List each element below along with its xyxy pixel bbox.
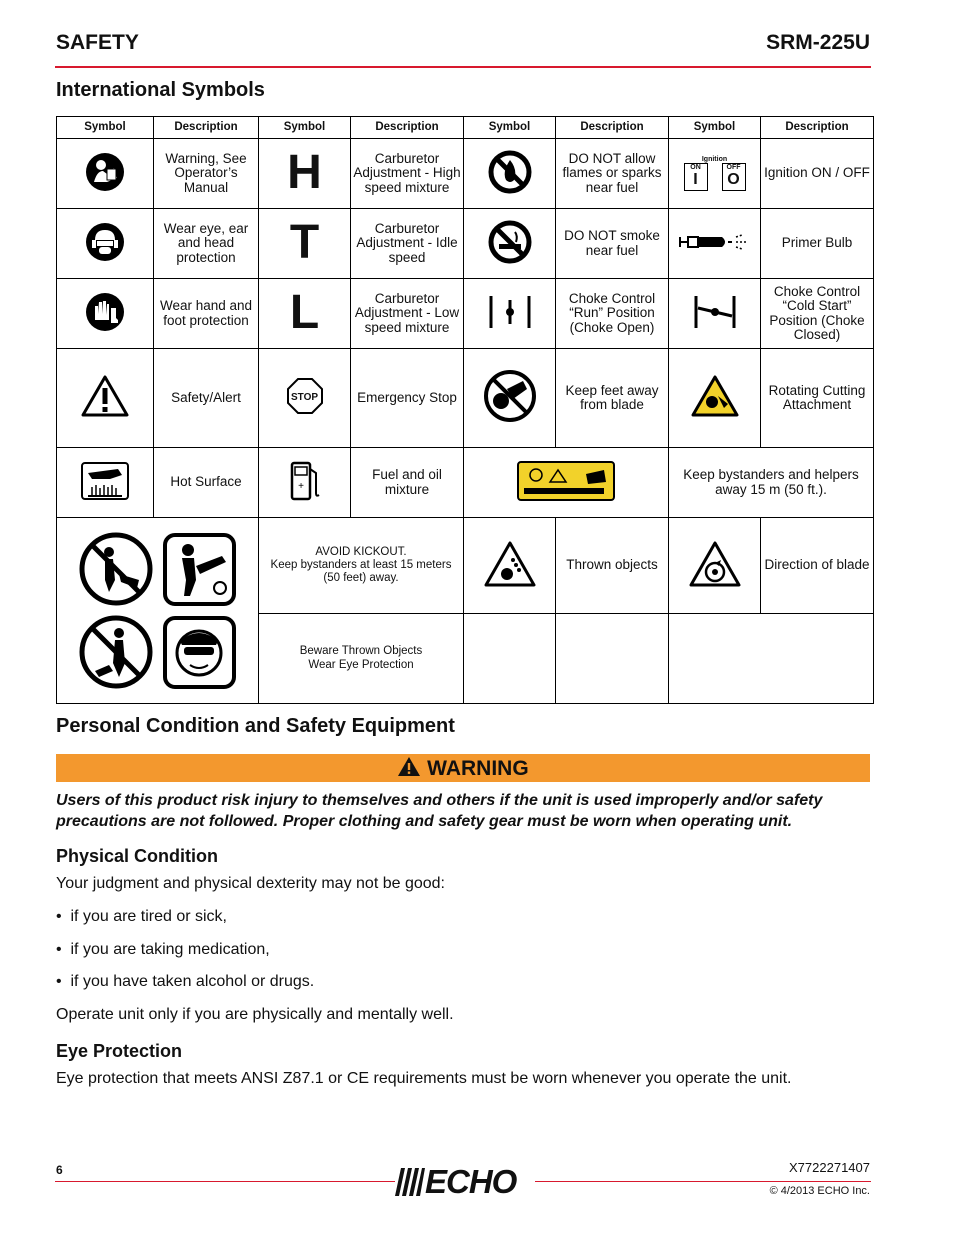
emergency-stop-icon xyxy=(259,349,351,448)
carb-high-speed-icon xyxy=(259,139,351,209)
table-header-row xyxy=(57,117,874,139)
model-number: SRM-225U xyxy=(766,31,870,54)
table-cell: Ignition ON / OFF xyxy=(761,139,874,209)
table-row xyxy=(57,448,874,518)
choke-closed-icon xyxy=(669,279,761,349)
hot-surface-icon xyxy=(57,448,154,518)
physical-intro: Your judgment and physical dexterity may not be good: xyxy=(56,875,445,892)
no-smoking-icon xyxy=(464,209,556,279)
bullet-text: if you are tired or sick, xyxy=(70,908,227,925)
ignition-label: Ignition xyxy=(701,155,728,163)
column-header: Description xyxy=(351,117,464,139)
letter-h: H xyxy=(287,146,322,200)
table-cell: Safety/Alert xyxy=(154,349,259,448)
beware-line2: Wear Eye Protection xyxy=(308,658,414,671)
column-header: Symbol xyxy=(669,117,761,139)
table-cell: Carburetor Adjustment - Idle speed xyxy=(351,209,464,279)
table-cell: Warning, See Operator’s Manual xyxy=(154,139,259,209)
logo-stripes-icon xyxy=(395,1166,425,1198)
no-flames-icon xyxy=(464,139,556,209)
section-header-left: SAFETY xyxy=(56,31,139,54)
column-header: Description xyxy=(761,117,874,139)
table-cell: DO NOT smoke near fuel xyxy=(556,209,669,279)
ignition-off-label: OFF xyxy=(726,164,741,172)
ignition-on-glyph: I xyxy=(693,170,698,188)
table-cell: Choke Control “Cold Start” Position (Choke Closed) xyxy=(761,279,874,349)
no-thrown-objects-icon xyxy=(79,615,154,690)
table-cell: Fuel and oil mixture xyxy=(351,448,464,518)
column-header: Symbol xyxy=(57,117,154,139)
subsection-title-physical-condition: Physical Condition xyxy=(56,846,219,866)
empty-cell xyxy=(464,614,556,704)
header-rule xyxy=(55,66,871,68)
bullet-text: if you are taking medication, xyxy=(70,941,270,958)
table-cell: Rotating Cutting Attachment xyxy=(761,349,874,448)
operators-manual-icon xyxy=(57,139,154,209)
beware-line1: Beware Thrown Objects xyxy=(299,645,423,658)
table-cell: Keep feet away from blade xyxy=(556,349,669,448)
copyright: © 4/2013 ECHO Inc. xyxy=(769,1185,870,1197)
physical-outro: Operate unit only if you are physically and mentally well. xyxy=(56,1006,454,1023)
head-protection-icon xyxy=(57,209,154,279)
table-cell: Carburetor Adjustment - High speed mixture xyxy=(351,139,464,209)
hand-foot-protection-icon xyxy=(57,279,154,349)
ignition-on-label: ON xyxy=(690,164,701,172)
table-row xyxy=(57,209,874,279)
operator-kickout-icon xyxy=(162,532,237,607)
eye-ear-protection-icon xyxy=(162,615,237,690)
column-header: Symbol xyxy=(464,117,556,139)
empty-cell xyxy=(556,614,669,704)
table-cell: Primer Bulb xyxy=(761,209,874,279)
symbols-table xyxy=(56,116,874,704)
table-cell: Carburetor Adjustment - Low speed mixture xyxy=(351,279,464,349)
svg-text:+: + xyxy=(297,480,304,492)
table-cell: Thrown objects xyxy=(556,518,669,614)
logo-wordmark: ECHO xyxy=(425,1163,517,1200)
list-item: • if you are taking medication, xyxy=(56,941,270,958)
table-row xyxy=(57,279,874,349)
choke-open-icon xyxy=(464,279,556,349)
table-row xyxy=(57,139,874,209)
list-item: • if you are tired or sick, xyxy=(56,908,227,925)
fuel-pump-icon xyxy=(259,448,351,518)
footer-rule-right xyxy=(535,1181,871,1182)
table-cell: DO NOT allow flames or sparks near fuel xyxy=(556,139,669,209)
warning-triangle-icon xyxy=(397,756,421,777)
table-cell: Emergency Stop xyxy=(351,349,464,448)
table-cell: Wear eye, ear and head protection xyxy=(154,209,259,279)
document-code: X7722271407 xyxy=(789,1160,870,1175)
list-item: • if you have taken alcohol or drugs. xyxy=(56,973,315,990)
letter-t: T xyxy=(289,216,320,270)
table-cell: Choke Control “Run” Position (Choke Open) xyxy=(556,279,669,349)
ignition-off-glyph: O xyxy=(727,170,740,188)
kickout-line1: AVOID KICKOUT. xyxy=(315,545,407,558)
warning-text: Users of this product risk injury to themselves and others if the unit is used improperly and/or safety precautions are not followed. Proper clothing and safety gear must be worn when operating unit. xyxy=(56,792,823,830)
primer-bulb-icon xyxy=(669,209,761,279)
section-title-personal-condition: Personal Condition and Safety Equipment xyxy=(56,715,455,737)
warning-label: WARNING xyxy=(427,757,529,780)
avoid-kickout-cell xyxy=(259,518,464,614)
carb-idle-icon xyxy=(259,209,351,279)
table-cell: Wear hand and foot protection xyxy=(154,279,259,349)
echo-logo xyxy=(395,1165,535,1199)
eye-protection-text: Eye protection that meets ANSI Z87.1 or CE requirements must be worn whenever you operate the unit. xyxy=(56,1070,792,1087)
ignition-switch-icon xyxy=(669,139,761,209)
bullet-text: if you have taken alcohol or drugs. xyxy=(70,973,315,990)
keep-feet-away-icon xyxy=(464,349,556,448)
beware-thrown-objects-cell xyxy=(259,614,464,704)
carb-low-speed-icon xyxy=(259,279,351,349)
thrown-objects-icon xyxy=(464,518,556,614)
bystander-label-icon xyxy=(464,448,669,518)
section-title-international-symbols: International Symbols xyxy=(56,79,265,101)
footer-rule-left xyxy=(55,1181,395,1182)
column-header: Symbol xyxy=(259,117,351,139)
direction-of-blade-icon xyxy=(669,518,761,614)
warning-banner xyxy=(56,754,870,782)
rotating-attachment-icon xyxy=(669,349,761,448)
subsection-title-eye-protection: Eye Protection xyxy=(56,1041,183,1061)
no-bystanders-icon xyxy=(79,532,154,607)
safety-alert-icon xyxy=(57,349,154,448)
table-cell: Direction of blade xyxy=(761,518,874,614)
kickout-pictogram-group xyxy=(57,518,259,704)
letter-l: L xyxy=(289,286,320,340)
kickout-line2: Keep bystanders at least 15 meters (50 feet) away. xyxy=(270,558,452,585)
page-number: 6 xyxy=(56,1163,63,1177)
column-header: Description xyxy=(556,117,669,139)
table-row xyxy=(57,518,874,614)
column-header: Description xyxy=(154,117,259,139)
table-row xyxy=(57,349,874,448)
table-cell: Keep bystanders and helpers away 15 m (50 ft.). xyxy=(669,448,874,518)
empty-cell xyxy=(669,614,874,704)
table-cell: Hot Surface xyxy=(154,448,259,518)
